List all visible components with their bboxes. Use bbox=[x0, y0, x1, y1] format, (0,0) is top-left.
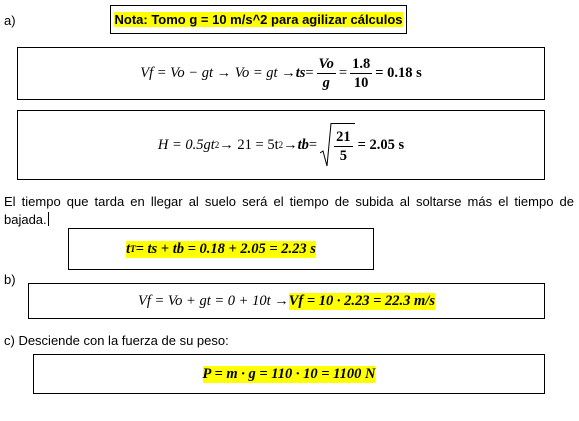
equation-box-total-time bbox=[68, 228, 374, 270]
eq2-exp2: 2 bbox=[278, 140, 284, 150]
eq2-result: = 2.05 s bbox=[357, 136, 405, 153]
eq1-equals-2: = bbox=[338, 65, 348, 81]
eq4-highlight: Vf = 10 · 2.23 = 22.3 m/s bbox=[288, 292, 435, 309]
eq1-result: = 0.18 s bbox=[375, 65, 422, 81]
equation-box-tb bbox=[17, 110, 545, 180]
frac2-numerator: 1.8 bbox=[350, 57, 372, 75]
frac1-denominator: g bbox=[322, 75, 330, 91]
equation-tb bbox=[158, 123, 404, 167]
eq3-t: t bbox=[126, 240, 131, 257]
note-text: Nota: Tomo g = 10 m/s^2 para agilizar cálculos bbox=[114, 12, 403, 27]
eq4-left: Vf = Vo + gt = 0 + 10t → bbox=[138, 292, 289, 309]
equation-box-weight bbox=[33, 354, 545, 394]
eq2-mid: → 21 = 5t bbox=[219, 136, 279, 153]
sqrt-denominator: 5 bbox=[339, 148, 347, 164]
frac2-denominator: 10 bbox=[353, 75, 369, 91]
equation-ts bbox=[140, 57, 421, 91]
section-label-a: a) bbox=[4, 13, 16, 28]
paragraph-line-2 bbox=[4, 212, 49, 228]
radical-sign-icon bbox=[320, 123, 332, 167]
frac1-numerator: Vo bbox=[318, 55, 334, 72]
eq1-equals: = bbox=[305, 65, 314, 81]
equation-total-time bbox=[126, 241, 316, 258]
note-box bbox=[110, 5, 407, 34]
eq1-ts: ts bbox=[295, 65, 306, 81]
eq3-rest: = ts + tb = 0.18 + 2.05 = 2.23 s bbox=[135, 240, 316, 257]
equation-vf bbox=[138, 293, 435, 310]
eq2-left: H = 0.5gt bbox=[157, 136, 215, 153]
equation-box-ts bbox=[17, 47, 545, 100]
eq2-equals: = bbox=[308, 136, 318, 153]
equation-weight bbox=[203, 366, 376, 383]
section-label-b: b) bbox=[4, 272, 16, 287]
eq3-subscript: T bbox=[130, 244, 136, 254]
equation-box-vf bbox=[28, 283, 545, 319]
eq2-arrow: → bbox=[283, 136, 298, 153]
eq5-text: P = m · g = 110 · 10 = 1100 N bbox=[202, 365, 376, 382]
eq2-exp: 2 bbox=[214, 140, 220, 150]
radicand-fraction bbox=[334, 130, 353, 164]
eq2-tb: tb bbox=[297, 136, 309, 153]
paragraph-line-1: El tiempo que tarda en llegar al suelo será el tiempo de subida al soltarse más el tiempo de bbox=[4, 194, 574, 209]
sqrt-numerator: 21 bbox=[334, 130, 353, 148]
text-cursor bbox=[48, 212, 49, 226]
paragraph-line-2-text: bajada. bbox=[4, 212, 47, 227]
fraction-values bbox=[350, 57, 372, 91]
fraction-vo-g bbox=[317, 57, 336, 91]
section-c-text: c) Desciende con la fuerza de su peso: bbox=[4, 333, 229, 348]
square-root bbox=[320, 123, 355, 167]
eq1-left: Vf = Vo − gt → Vo = gt → bbox=[140, 65, 296, 81]
